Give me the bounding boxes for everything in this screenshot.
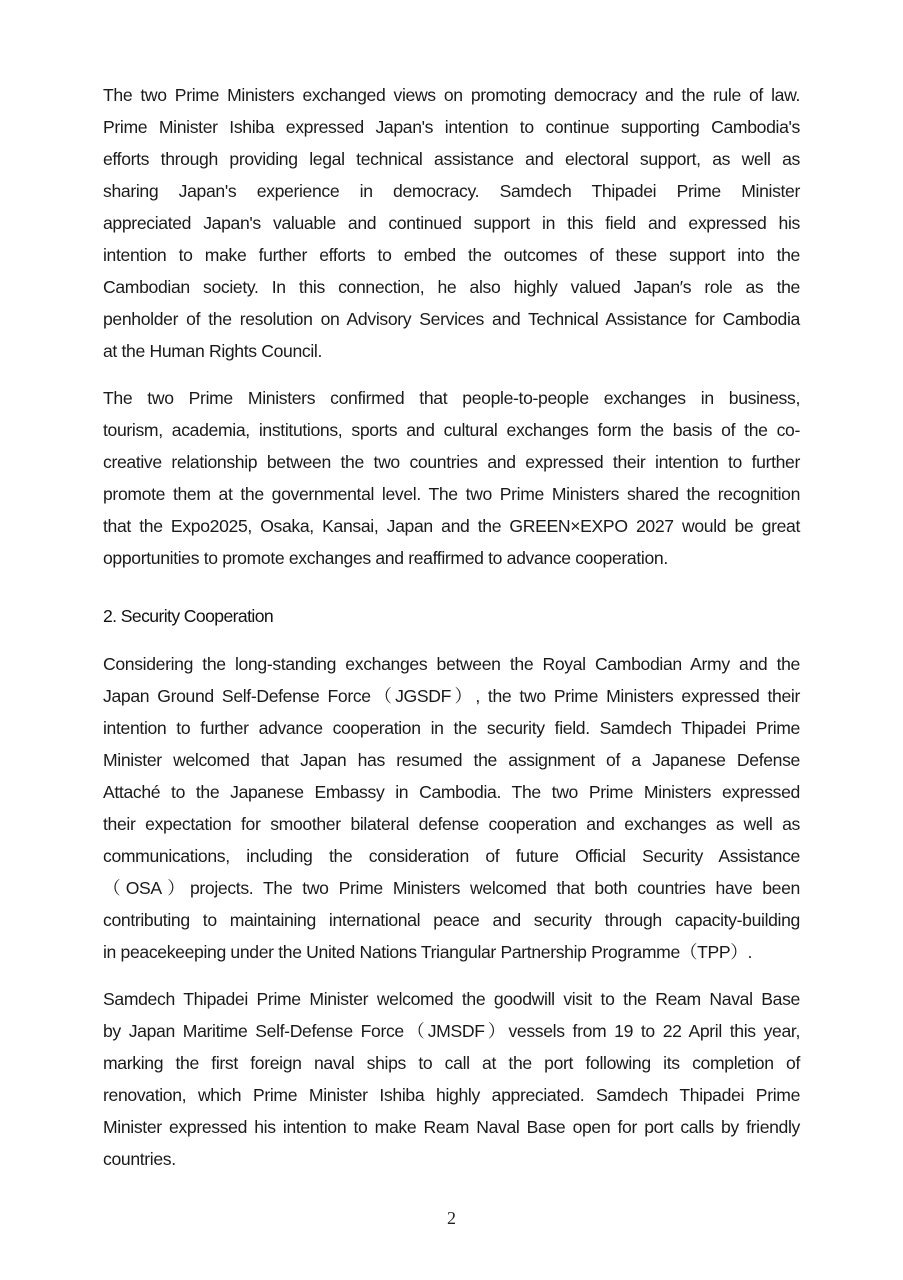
text-line: efforts through providing legal technical assistance and electoral support, as well as xyxy=(103,149,800,169)
text-line: Minister expressed his intention to make Ream Naval Base open for port calls by friendly xyxy=(103,1117,800,1137)
text-line: Samdech Thipadei Prime Minister welcomed the goodwill visit to the Ream Naval Base xyxy=(103,989,800,1009)
text-line: Considering the long-standing exchanges between the Royal Cambodian Army and the xyxy=(103,654,800,674)
paragraph-people-to-people-exchanges xyxy=(103,382,800,574)
text-line: intention to further advance cooperation in the security field. Samdech Thipadei Prime xyxy=(103,718,800,738)
text-line: Cambodian society. In this connection, he also highly valued Japan′s role as the xyxy=(103,277,800,297)
text-line: that the Expo2025, Osaka, Kansai, Japan and the GREEN×EXPO 2027 would be great xyxy=(103,516,800,536)
text-line: in peacekeeping under the United Nations Triangular Partnership Programme（TPP）. xyxy=(103,942,753,962)
text-line: communications, including the consideration of future Official Security Assistance xyxy=(103,846,800,866)
text-line: their expectation for smoother bilateral defense cooperation and exchanges as well as xyxy=(103,814,800,834)
section-continued xyxy=(103,79,800,574)
paragraph-defense-cooperation xyxy=(103,648,800,968)
text-line: （OSA）projects. The two Prime Ministers welcomed that both countries have been xyxy=(103,878,800,898)
text-line: The two Prime Ministers exchanged views on promoting democracy and the rule of law. xyxy=(103,85,800,105)
text-line: Attaché to the Japanese Embassy in Cambodia. The two Prime Ministers expressed xyxy=(103,782,800,802)
text-line: intention to make further efforts to embed the outcomes of these support into the xyxy=(103,245,800,265)
text-line: penholder of the resolution on Advisory Services and Technical Assistance for Cambodia xyxy=(103,309,800,329)
text-line: contributing to maintaining international peace and security through capacity-building xyxy=(103,910,800,930)
section-security-cooperation xyxy=(103,600,800,1175)
text-line: Prime Minister Ishiba expressed Japan's intention to continue supporting Cambodia's xyxy=(103,117,800,137)
text-line: tourism, academia, institutions, sports and cultural exchanges form the basis of the co- xyxy=(103,420,800,440)
text-line: marking the first foreign naval ships to call at the port following its completion of xyxy=(103,1053,800,1073)
text-line: by Japan Maritime Self-Defense Force（JMSDF）vessels from 19 to 22 April this year, xyxy=(103,1021,800,1041)
document-page xyxy=(103,79,800,1175)
text-line: renovation, which Prime Minister Ishiba highly appreciated. Samdech Thipadei Prime xyxy=(103,1085,800,1105)
text-line: Japan Ground Self-Defense Force（JGSDF）, the two Prime Ministers expressed their xyxy=(103,686,800,706)
section-heading: 2. Security Cooperation xyxy=(103,606,274,626)
text-line: sharing Japan's experience in democracy. Samdech Thipadei Prime Minister xyxy=(103,181,800,201)
text-line: Minister welcomed that Japan has resumed the assignment of a Japanese Defense xyxy=(103,750,800,770)
paragraph-democracy-rule-of-law xyxy=(103,79,800,367)
text-line: countries. xyxy=(103,1149,176,1169)
text-line: appreciated Japan's valuable and continued support in this field and expressed his xyxy=(103,213,800,233)
text-line: opportunities to promote exchanges and reaffirmed to advance cooperation. xyxy=(103,548,668,568)
paragraph-ream-naval-base xyxy=(103,983,800,1175)
page-number: 2 xyxy=(447,1208,456,1228)
text-line: promote them at the governmental level. The two Prime Ministers shared the recognition xyxy=(103,484,800,504)
text-line: at the Human Rights Council. xyxy=(103,341,323,361)
text-line: creative relationship between the two countries and expressed their intention to further xyxy=(103,452,800,472)
text-line: The two Prime Ministers confirmed that people-to-people exchanges in business, xyxy=(103,388,800,408)
